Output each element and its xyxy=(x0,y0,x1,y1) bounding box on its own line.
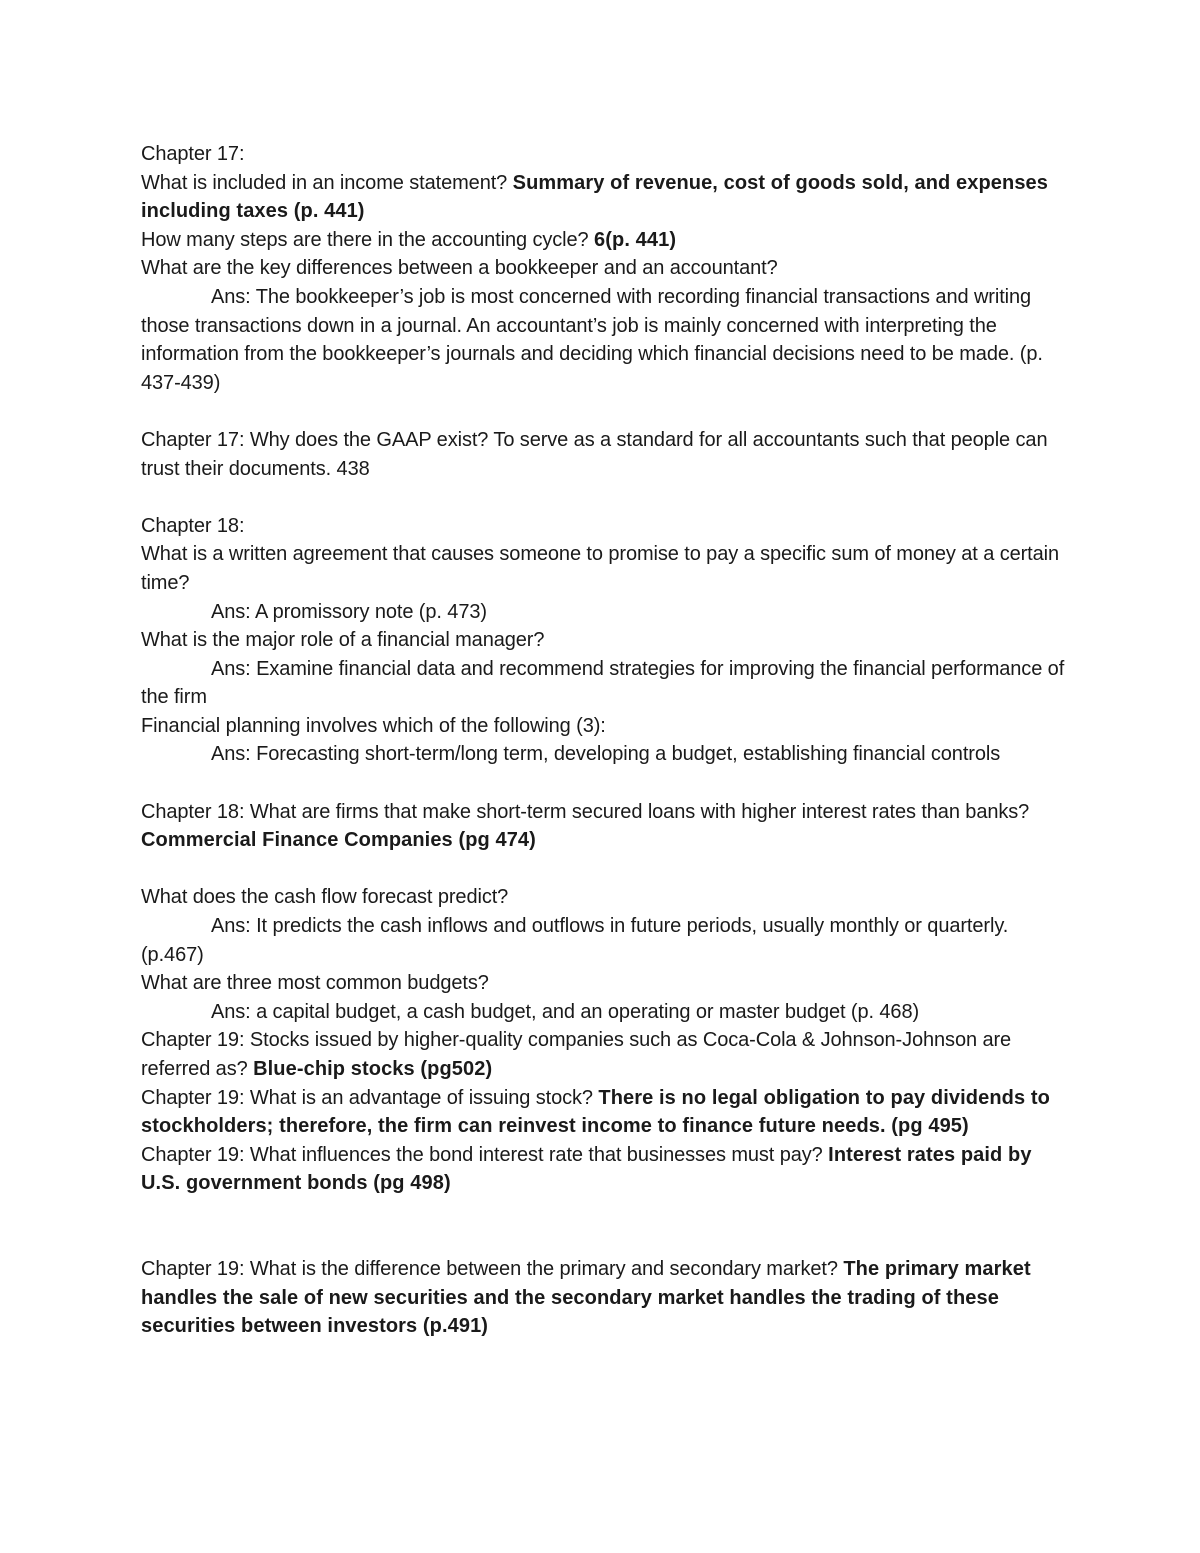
text-run: What are the key differences between a bookkeeper and an accountant? xyxy=(141,257,778,280)
text-run: What are three most common budgets? xyxy=(141,972,489,995)
bold-answer-text: Commercial Finance Companies (pg 474) xyxy=(141,829,536,852)
blank-line xyxy=(141,1198,1066,1255)
answer-paragraph xyxy=(141,283,1066,397)
bold-answer-text: The primary market handles the sale of new securities and the secondary market handles the trading of these securities between investors (p.491) xyxy=(141,1258,1031,1338)
text-run: Ans: A promissory note (p. 473) xyxy=(211,600,487,623)
question-paragraph xyxy=(141,1026,1066,1083)
blank-line xyxy=(141,769,1066,798)
blank-line xyxy=(141,855,1066,884)
text-run: Chapter 19: Stocks issued by higher-quality companies such as Coca-Cola & Johnson-Johnson are referred as? xyxy=(141,1029,1012,1080)
text-run: What is a written agreement that causes someone to promise to pay a specific sum of money at a certain time? xyxy=(141,543,1060,594)
answer-paragraph xyxy=(141,655,1066,712)
document-body xyxy=(141,140,1066,1341)
bold-answer-text: There is no legal obligation to pay dividends to stockholders; therefore, the firm can reinvest income to finance future needs. (pg 495) xyxy=(141,1086,1050,1138)
bold-answer-text: 6(p. 441) xyxy=(594,228,677,251)
answer-paragraph xyxy=(141,740,1066,769)
text-run: Chapter 18: What are firms that make short-term secured loans with higher interest rates than banks? xyxy=(141,800,1030,823)
question-paragraph xyxy=(141,626,1066,655)
question-paragraph xyxy=(141,883,1066,912)
text-run: Chapter 19: What is an advantage of issuing stock? xyxy=(141,1086,599,1109)
text-run: Ans: a capital budget, a cash budget, and an operating or master budget (p. 468) xyxy=(211,1000,920,1023)
text-run: Ans: The bookkeeper’s job is most concerned with recording financial transactions and writing those transactions down in a journal. An accountant’s job is mainly concerned with interpreting the information from the bookkeeper’s journals and deciding which financial decisions need to be made. (p. 437-439) xyxy=(141,285,1043,394)
text-run: How many steps are there in the accounting cycle? xyxy=(141,228,595,251)
question-paragraph xyxy=(141,1141,1066,1198)
text-run: Financial planning involves which of the following (3): xyxy=(141,714,606,737)
text-run: Ans: Examine financial data and recommend strategies for improving the financial performance of the firm xyxy=(141,657,1065,709)
text-run: Chapter 19: What is the difference between the primary and secondary market? xyxy=(141,1258,844,1281)
text-run: Chapter 18: xyxy=(141,514,245,537)
text-run: What does the cash flow forecast predict? xyxy=(141,886,509,909)
text-run: What is included in an income statement? xyxy=(141,171,513,194)
text-run: Ans: Forecasting short-term/long term, developing a budget, establishing financial controls xyxy=(211,743,1001,766)
question-paragraph xyxy=(141,169,1066,226)
text-run: Chapter 19: What influences the bond interest rate that businesses must pay? xyxy=(141,1143,829,1166)
question-paragraph xyxy=(141,254,1066,283)
text-run: What is the major role of a financial manager? xyxy=(141,629,545,652)
bold-answer-text: Blue-chip stocks (pg502) xyxy=(253,1058,493,1080)
text-run: Chapter 17: xyxy=(141,143,245,165)
answer-paragraph xyxy=(141,912,1066,969)
bold-answer-text: Interest rates paid by U.S. government bonds (pg 498) xyxy=(141,1143,1032,1195)
question-paragraph xyxy=(141,1255,1066,1341)
answer-paragraph xyxy=(141,598,1066,627)
question-paragraph xyxy=(141,426,1066,483)
question-paragraph xyxy=(141,140,1066,169)
question-paragraph xyxy=(141,1084,1066,1141)
answer-paragraph xyxy=(141,998,1066,1027)
question-paragraph xyxy=(141,226,1066,255)
text-run: Ans: It predicts the cash inflows and outflows in future periods, usually monthly or quarterly. (p.467) xyxy=(141,915,1009,966)
text-run: Chapter 17: Why does the GAAP exist? To serve as a standard for all accountants such that people can trust their documents. 438 xyxy=(141,428,1048,480)
blank-line xyxy=(141,483,1066,512)
question-paragraph xyxy=(141,540,1066,597)
question-paragraph xyxy=(141,798,1066,855)
blank-line xyxy=(141,397,1066,426)
question-paragraph xyxy=(141,712,1066,741)
question-paragraph xyxy=(141,512,1066,541)
bold-answer-text: Summary of revenue, cost of goods sold, and expenses including taxes (p. 441) xyxy=(141,171,1048,223)
question-paragraph xyxy=(141,969,1066,998)
